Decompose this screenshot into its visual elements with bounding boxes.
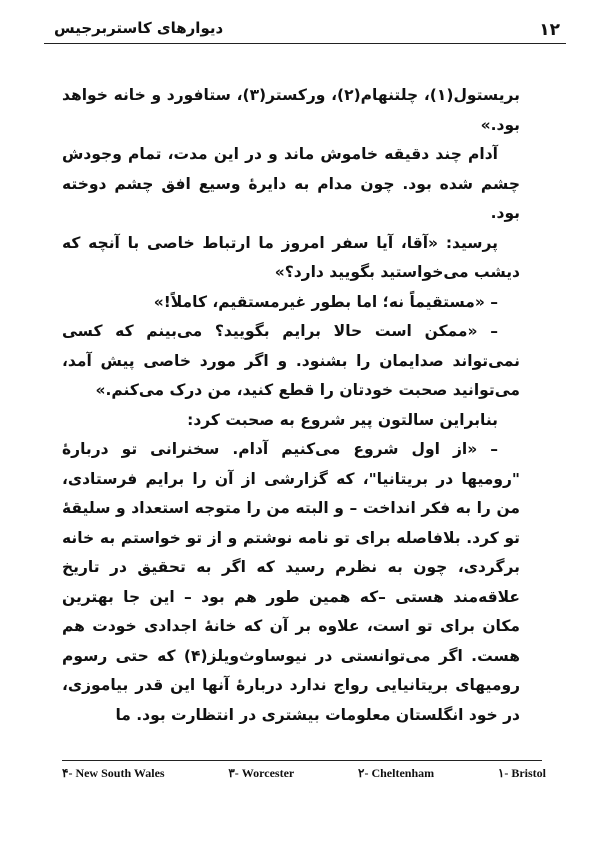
footnote-item: ۱- Bristol xyxy=(497,766,546,780)
footnotes xyxy=(62,766,546,786)
header-rule xyxy=(44,43,566,44)
paragraph: – «مستقیماً نه؛ اما بطور غیرمستقیم، کاملاً!» xyxy=(153,292,498,311)
footnote-rule xyxy=(62,760,542,761)
footnote-item: ۳- Worcester xyxy=(228,766,295,780)
page-header xyxy=(44,14,566,44)
page-number: ۱۲ xyxy=(539,20,560,40)
footnote-item: ۴- New South Wales xyxy=(62,766,165,780)
paragraph: – «ممکن است حالا برایم بگویید؟ می‌بینم که کسی نمی‌تواند صدایمان را بشنود. و اگر مورد خاصی پیش آمد، می‌توانید صحبت خودتان را قطع کنید، من درک می‌کنم.» xyxy=(62,322,520,399)
paragraph: آدام چند دقیقه خاموش ماند و در این مدت، تمام وجودش چشم شده بود. چون مدام به دایرهٔ وسیع افق چشم دوخته بود. xyxy=(62,145,520,222)
body-text xyxy=(62,81,520,730)
footnote-item: ۲- Cheltenham xyxy=(358,766,435,780)
running-title: دیوارهای کاستربرجیس xyxy=(54,19,224,37)
paragraph: بریستول(۱)، چلتنهام(۲)، ورکستر(۳)، ستافورد و خانه خواهد بود.» xyxy=(62,86,520,134)
paragraph: – «از اول شروع می‌کنیم آدام. سخنرانی تو دربارهٔ "رومیها در بریتانیا"، که گزارشی از آن را برایم فرستادی، من را به فکر انداخت – و البته من را متوجه استعداد و سلیقهٔ تو کرد. بلافاصله برای تو نامه نوشتم و از تو خواستم به خانه برگردی، چون به نظرم رسید که اگر به تحقیق در تاریخ علاقه‌مند هستی –که همین طور هم بود – این جا بهترین مکان برای تو است، علاوه بر آن که خانهٔ اجدادی خودت هم هست. اگر می‌توانستی در نیوساوث‌ویلز(۴) که حتی رسوم رومیهای بریتانیایی رواج ندارد دربارهٔ آنها این قدر بیاموزی، در خود انگلستان معلومات بیشتری در انتظارت بود. ما xyxy=(62,440,520,724)
paragraph: بنابراین سالتون پیر شروع به صحبت کرد: xyxy=(187,410,498,429)
paragraph: پرسید: «آقا، آیا سفر امروز ما ارتباط خاصی با آنچه که دیشب می‌خواستید بگویید دارد؟» xyxy=(62,233,520,281)
